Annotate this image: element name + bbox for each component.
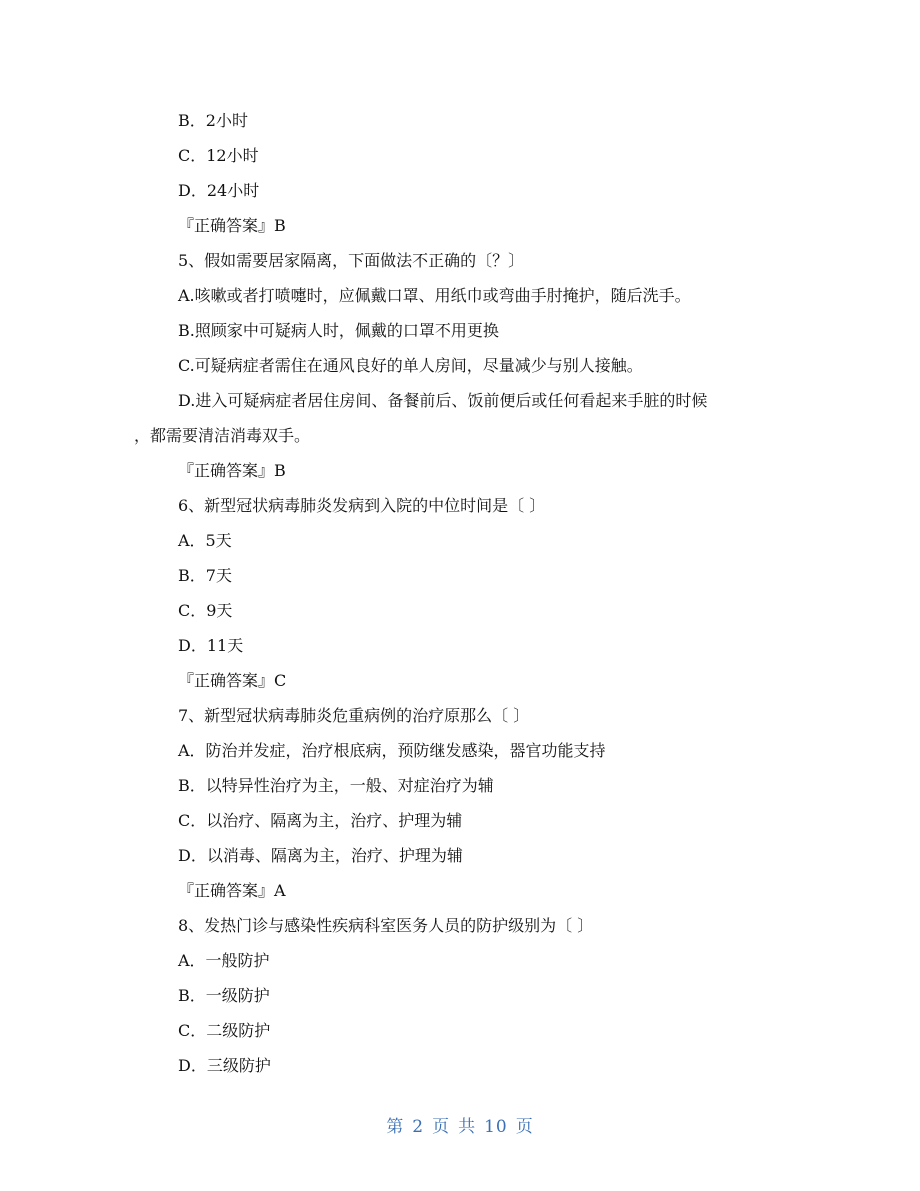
text-line: A．一般防护 [178, 951, 270, 970]
footer-word: 共 [458, 1117, 477, 1137]
page-number: 2 [412, 1117, 425, 1137]
question-6: 6、新型冠状病毒肺炎发病到入院的中位时间是〔 〕 [178, 496, 546, 515]
text-line: D．24小时 [178, 181, 260, 200]
text-line: A．5天 [178, 531, 232, 550]
text-line: B．7天 [178, 566, 232, 585]
answer-line: 『正确答案』B [178, 461, 286, 480]
text-line: B．以特异性治疗为主，一般、对症治疗为辅 [178, 776, 494, 795]
answer-line: 『正确答案』B [178, 216, 286, 235]
text-line: D．11天 [178, 636, 244, 655]
footer-word: 第 [386, 1117, 405, 1137]
text-line: B.照顾家中可疑病人时，佩戴的口罩不用更换 [178, 321, 499, 340]
text-line-continuation: ，都需要清洁消毒双手。 [134, 426, 311, 445]
question-8: 8、发热门诊与感染性疾病科室医务人员的防护级别为〔 〕 [178, 916, 594, 935]
text-line: C．二级防护 [178, 1021, 271, 1040]
question-5: 5、假如需要居家隔离，下面做法不正确的〔？〕 [178, 251, 525, 270]
text-line: C.可疑病症者需住在通风良好的单人房间，尽量减少与别人接触。 [178, 356, 643, 375]
question-7: 7、新型冠状病毒肺炎危重病例的治疗原那么〔 〕 [178, 706, 530, 725]
text-line: A.咳嗽或者打喷嚏时，应佩戴口罩、用纸巾或弯曲手肘掩护，随后洗手。 [178, 286, 691, 305]
text-line: D．以消毒、隔离为主，治疗、护理为辅 [178, 846, 463, 865]
answer-line: 『正确答案』C [178, 671, 287, 690]
text-line: C．9天 [178, 601, 233, 620]
text-line: C．12小时 [178, 146, 259, 165]
text-line: D．三级防护 [178, 1056, 271, 1075]
text-line: B．一级防护 [178, 986, 270, 1005]
text-line: C．以治疗、隔离为主，治疗、护理为辅 [178, 811, 463, 830]
answer-line: 『正确答案』A [178, 881, 286, 900]
text-line: A．防治并发症，治疗根底病，预防继发感染，器官功能支持 [178, 741, 606, 760]
total-pages: 10 [484, 1117, 508, 1137]
page-footer [0, 1112, 920, 1137]
footer-word: 页 [432, 1117, 451, 1137]
text-line: D.进入可疑病症者居住房间、备餐前后、饭前便后或任何看起来手脏的时候 [178, 391, 708, 410]
text-line: B．2小时 [178, 111, 248, 130]
document-body [134, 103, 794, 1083]
footer-word: 页 [515, 1117, 534, 1137]
